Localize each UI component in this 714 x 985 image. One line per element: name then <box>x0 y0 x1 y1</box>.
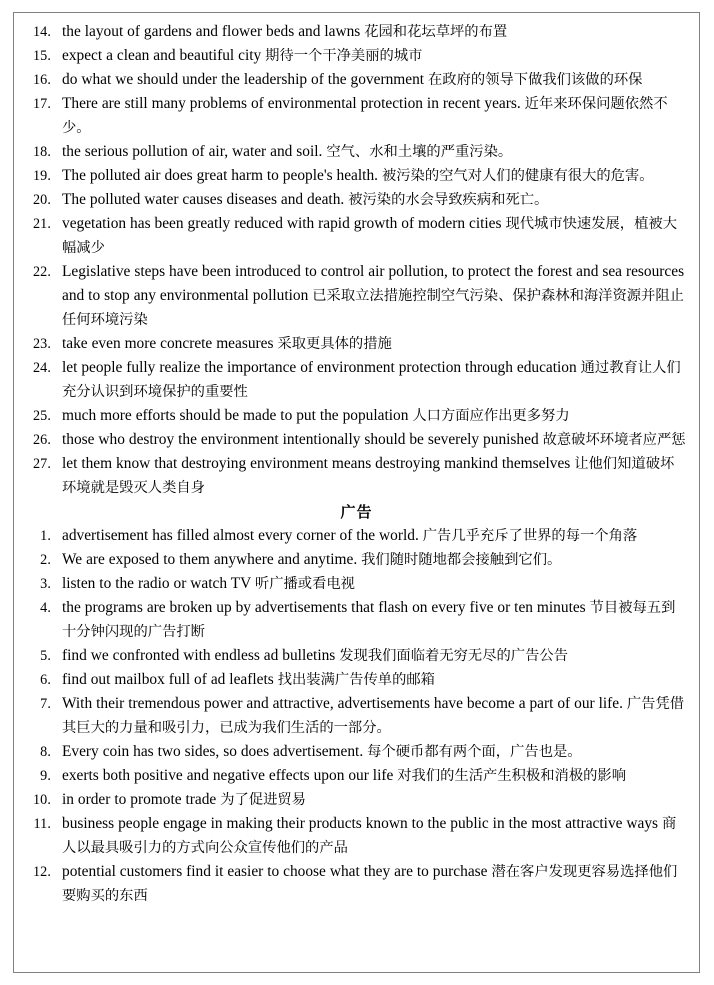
list-item-number: 4. <box>40 600 51 616</box>
list-item-number: 16. <box>32 72 51 88</box>
list-item-chinese: 商人以最具吸引力的方式向公众宣传他们的产品 <box>62 816 677 856</box>
list-item-chinese: 在政府的领导下做我们该做的环保 <box>428 72 643 88</box>
list-item-chinese: 节目被每五到十分钟闪现的广告打断 <box>62 600 676 640</box>
section-heading: 广告 <box>340 503 373 521</box>
list-item <box>21 452 692 500</box>
list-item-body <box>51 644 692 668</box>
list-item-body <box>51 212 692 260</box>
list-item <box>21 524 692 548</box>
list-item-english: much more efforts should be made to put the population <box>62 407 413 424</box>
list-item-body <box>51 740 692 764</box>
list-item-body <box>51 68 692 92</box>
list-item-body <box>51 428 692 452</box>
list-item-chinese: 花园和花坛草坪的布置 <box>364 24 508 40</box>
list-item <box>21 332 692 356</box>
list-item <box>21 692 692 740</box>
list-item-number: 3. <box>40 576 51 592</box>
list-item-body <box>51 788 692 812</box>
list-item <box>21 260 692 332</box>
list-item-english: potential customers find it easier to choose what they are to purchase <box>62 863 492 880</box>
list-item-number: 18. <box>32 144 51 160</box>
list-item-english: find out mailbox full of ad leaflets <box>62 671 278 688</box>
list-item-body <box>51 164 692 188</box>
list-item <box>21 404 692 428</box>
list-item-english: business people engage in making their products known to the public in the most attractive ways <box>62 815 662 832</box>
list-item-chinese: 近年来环保问题依然不少。 <box>62 96 668 136</box>
list-item <box>21 44 692 68</box>
list-item-chinese: 发现我们面临着无穷无尽的广告公告 <box>339 648 568 664</box>
list-item-number: 19. <box>32 168 51 184</box>
list-item-number: 7. <box>40 696 51 712</box>
list-item-body <box>51 140 692 164</box>
list-item <box>21 188 692 212</box>
list-item <box>21 740 692 764</box>
list-item-number: 17. <box>32 96 51 112</box>
list-item-number: 22. <box>32 264 51 280</box>
list-item-english: We are exposed to them anywhere and anytime. <box>62 551 362 568</box>
list-item <box>21 596 692 644</box>
list-item-number: 20. <box>32 192 51 208</box>
list-item-chinese: 采取更具体的措施 <box>277 336 392 352</box>
list-item-body <box>51 548 692 572</box>
list-item-chinese: 现代城市快速发展，植被大幅减少 <box>62 216 677 256</box>
list-item-body <box>51 812 692 860</box>
list-item-english: the layout of gardens and flower beds and lawns <box>62 23 365 40</box>
list-item-chinese: 通过教育让人们充分认识到环境保护的重要性 <box>62 360 681 400</box>
list-item-number: 26. <box>32 432 51 448</box>
list-item-english: let people fully realize the importance of environment protection through education <box>62 359 581 376</box>
list-item-number: 14. <box>32 24 51 40</box>
list-item-english: expect a clean and beautiful city <box>62 47 266 64</box>
list-item-body <box>51 20 692 44</box>
list-item <box>21 212 692 260</box>
list-item-body <box>51 572 692 596</box>
list-item-body <box>51 692 692 740</box>
list-item-chinese: 被污染的空气对人们的健康有很大的危害。 <box>381 168 654 184</box>
list-item <box>21 92 692 140</box>
document-frame <box>13 12 700 973</box>
list-item-number: 9. <box>40 768 51 784</box>
list-item-body <box>51 764 692 788</box>
list-item-body <box>51 92 692 140</box>
list-item-english: With their tremendous power and attractive, advertisements have become a part of our life. <box>62 695 627 712</box>
list-item-chinese: 故意破坏环境者应严惩 <box>542 432 686 448</box>
list-item <box>21 668 692 692</box>
list-item-chinese: 每个硬币都有两个面，广告也是。 <box>367 744 582 760</box>
list-item-number: 2. <box>40 552 51 568</box>
list-item-english: do what we should under the leadership of the government <box>62 71 429 88</box>
list-item-chinese: 人口方面应作出更多努力 <box>412 408 570 424</box>
list-item <box>21 644 692 668</box>
list-item <box>21 572 692 596</box>
list-item-number: 15. <box>32 48 51 64</box>
list-item-chinese: 广告几乎充斥了世界的每一个角落 <box>422 528 638 544</box>
section-advertisement <box>21 500 692 908</box>
list-item-chinese: 期待一个干净美丽的城市 <box>265 48 423 64</box>
list-item-english: exerts both positive and negative effects upon our life <box>62 767 398 784</box>
list-item-chinese: 潜在客户发现更容易选择他们要购买的东西 <box>62 864 678 904</box>
section-environment-continued <box>21 20 692 500</box>
sections-host <box>21 20 692 908</box>
list-item-number: 24. <box>32 360 51 376</box>
list-item-number: 25. <box>32 408 51 424</box>
list-item-english: There are still many problems of environmental protection in recent years. <box>62 95 525 112</box>
list-item <box>21 356 692 404</box>
list-item-body <box>51 188 692 212</box>
list-item <box>21 68 692 92</box>
list-item-number: 12. <box>32 864 51 880</box>
list-item-english: listen to the radio or watch TV <box>62 575 255 592</box>
list-item-number: 11. <box>33 816 51 832</box>
list-item-english: advertisement has filled almost every corner of the world. <box>62 527 423 544</box>
list-item-body <box>51 356 692 404</box>
list-item-chinese: 找出装满广告传单的邮箱 <box>277 672 435 688</box>
document-content <box>14 13 699 908</box>
list-item-number: 8. <box>40 744 51 760</box>
list-item-chinese: 广告凭借其巨大的力量和吸引力，已成为我们生活的一部分。 <box>62 696 685 736</box>
list-item-body <box>51 860 692 908</box>
list-item-chinese: 让他们知道破坏环境就是毁灭人类自身 <box>62 456 675 496</box>
list-item-number: 21. <box>32 216 51 232</box>
list-item-chinese: 空气、水和土壤的严重污染。 <box>326 144 513 160</box>
list-item-number: 1. <box>40 528 51 544</box>
list-item-number: 10. <box>32 792 51 808</box>
list-item-english: The polluted air does great harm to people's health. <box>62 167 382 184</box>
list-item-body <box>51 332 692 356</box>
list-item-body <box>51 668 692 692</box>
list-item-english: Every coin has two sides, so does advertisement. <box>62 743 368 760</box>
list-item-chinese: 为了促进贸易 <box>220 792 306 808</box>
list-item-chinese: 我们随时随地都会接触到它们。 <box>361 552 562 568</box>
list-item-number: 27. <box>32 456 51 472</box>
list-item-body <box>51 44 692 68</box>
list-item <box>21 788 692 812</box>
list-item-english: vegetation has been greatly reduced with rapid growth of modern cities <box>62 215 506 232</box>
list-item <box>21 812 692 860</box>
list-item-english: The polluted water causes diseases and death. <box>62 191 349 208</box>
list-item-english: in order to promote trade <box>62 791 221 808</box>
list-item-english: those who destroy the environment intentionally should be severely punished <box>62 431 543 448</box>
list-item-chinese: 被污染的水会导致疾病和死亡。 <box>348 192 549 208</box>
list-item-chinese: 对我们的生活产生积极和消极的影响 <box>397 768 627 784</box>
list-item-english: let them know that destroying environment means destroying mankind themselves <box>62 455 575 472</box>
list-item-body <box>51 452 692 500</box>
list-item-english: Legislative steps have been introduced to control air pollution, to protect the forest and sea resources and to stop any environmental pollution <box>62 263 685 304</box>
list-item <box>21 860 692 908</box>
list-item <box>21 548 692 572</box>
list-item <box>21 140 692 164</box>
list-item-chinese: 听广播或看电视 <box>254 576 355 592</box>
list-item <box>21 20 692 44</box>
list-item-english: take even more concrete measures <box>62 335 278 352</box>
list-item <box>21 164 692 188</box>
list-item-body <box>51 404 692 428</box>
list-item-english: the serious pollution of air, water and soil. <box>62 143 327 160</box>
list-item-body <box>51 596 692 644</box>
list-item <box>21 428 692 452</box>
list-item <box>21 764 692 788</box>
list-item-english: the programs are broken up by advertisements that flash on every five or ten minutes <box>62 599 590 616</box>
list-item-number: 6. <box>40 672 51 688</box>
list-item-body <box>51 260 692 332</box>
list-item-number: 5. <box>40 648 51 664</box>
list-item-body <box>51 524 692 548</box>
list-item-chinese: 已采取立法措施控制空气污染、保护森林和海洋资源并阻止任何环境污染 <box>62 288 684 328</box>
list-item-number: 23. <box>32 336 51 352</box>
list-item-english: find we confronted with endless ad bulletins <box>62 647 340 664</box>
